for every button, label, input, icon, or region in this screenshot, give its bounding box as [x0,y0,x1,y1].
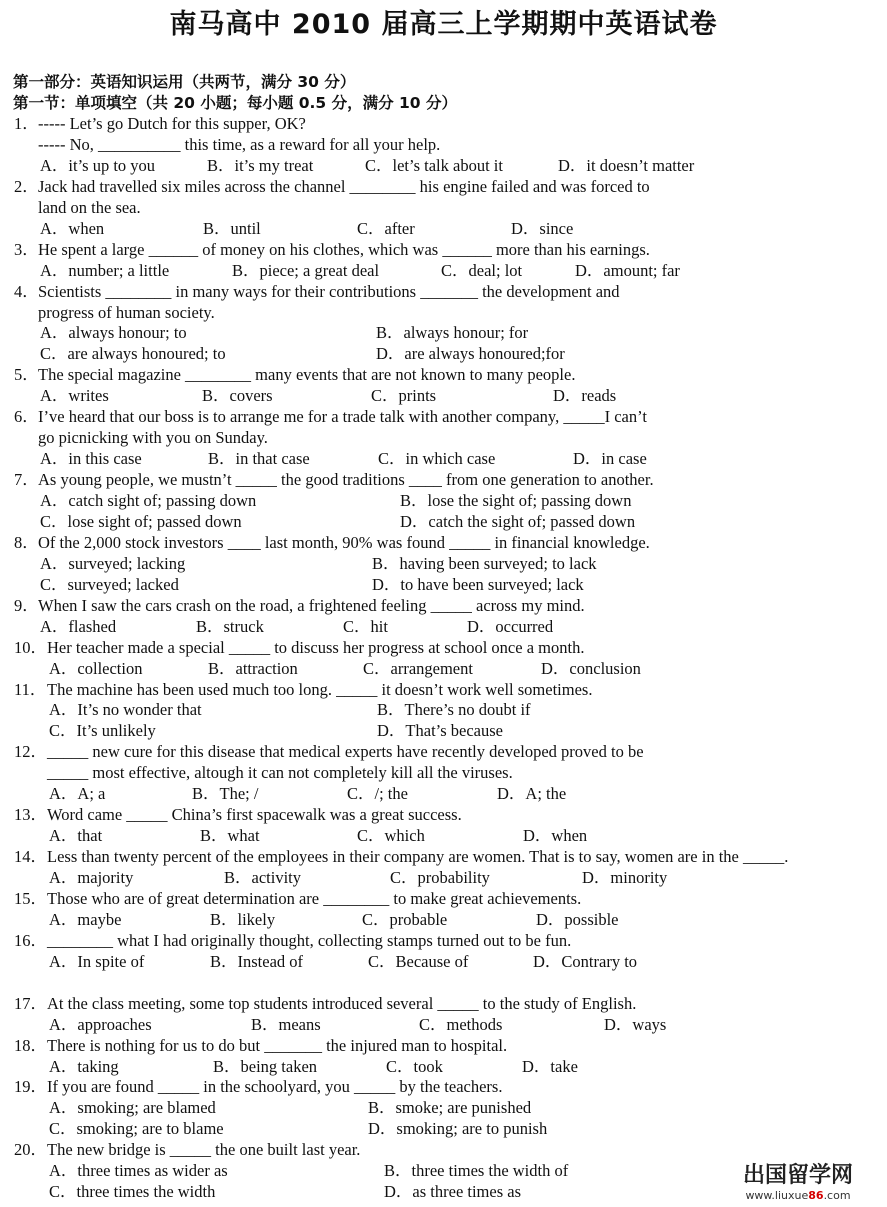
question-17 [0,994,887,1036]
options-row [0,219,887,240]
question-7 [0,470,887,533]
question-number: 5． [14,365,39,385]
question-stem [0,931,887,952]
question-number: 14． [14,847,47,867]
question-number: 11． [14,679,47,699]
option-d: D．catch the sight of; passed down [400,511,636,531]
options-row [0,1098,887,1119]
options-row [0,554,887,575]
question-stem [0,470,887,491]
question-text: I’ve heard that our boss is to arrange me for a trade talk with another company, _____I can’t [38,407,647,427]
option-c: C．It’s unlikely [49,721,156,741]
option-d: D．That’s because [377,721,503,741]
option-a: A．surveyed; lacking [40,553,186,573]
option-c: C．took [386,1056,443,1076]
question-number: 18． [14,1035,47,1055]
question-stem [0,994,887,1015]
options-row [0,952,887,973]
option-c: C．which [357,826,425,846]
question-number: 10． [14,637,47,657]
options-row [0,868,887,889]
options-row [0,491,887,512]
option-a: A．approaches [49,1014,152,1034]
question-text: _____ new cure for this disease that medical experts have recently developed proved to be [47,742,644,762]
options-row [0,323,887,344]
option-c: C．Because of [368,951,469,971]
option-b: B．activity [224,868,301,888]
question-text: At the class meeting, some top students introduced several _____ to the study of English. [47,993,637,1013]
option-c: C．prints [371,386,437,406]
question-text: If you are found _____ in the schoolyard, you _____ by the teachers. [47,1077,503,1097]
option-d: D．occurred [467,616,554,636]
question-text: The new bridge is _____ the one built last year. [47,1140,361,1160]
question-text: When I saw the cars crash on the road, a frightened feeling _____ across my mind. [38,595,585,615]
question-number: 3． [14,239,39,259]
question-number: 1． [14,114,39,133]
question-15 [0,889,887,931]
question-stem [0,680,887,701]
question-9 [0,596,887,638]
question-stem [0,742,887,763]
options-row [0,826,887,847]
option-b: B．in that case [208,449,310,469]
option-a: A．collection [49,658,143,678]
question-10 [0,638,887,680]
part-heading: 第一部分：英语知识运用（共两节，满分 30 分） [13,73,356,91]
options-row [0,261,887,282]
option-d: D．possible [536,909,619,929]
option-b: B．covers [202,386,273,406]
option-d: D．A; the [497,784,567,804]
option-b: B．until [203,218,261,238]
question-stem [0,177,887,198]
option-a: A．writes [40,386,109,406]
question-1 [0,114,887,177]
option-d: D．take [522,1056,578,1076]
question-text: The special magazine ________ many events that are not known to many people. [38,365,576,385]
options-row [0,910,887,931]
question-text: The machine has been used much too long. _____ it doesn’t work well sometimes. [47,679,593,699]
question-number: 7． [14,470,39,490]
question-11 [0,680,887,743]
question-text: Word came _____ China’s first spacewalk was a great success. [47,805,462,825]
options-row [0,617,887,638]
option-d: D．smoking; are to punish [368,1119,548,1139]
options-row [0,449,887,470]
option-c: C．/; the [347,784,408,804]
option-c: C．are always honoured; to [40,344,226,364]
section-heading: 第一节：单项填空（共 20 小题；每小题 0.5 分，满分 10 分） [13,94,457,112]
option-c: C．smoking; are to blame [49,1119,224,1139]
options-row [0,1015,887,1036]
question-number: 16． [14,930,47,950]
question-text-continued: _____ most effective, altough it can not completely kill all the viruses. [47,763,513,783]
option-a: A．majority [49,868,134,888]
option-b: B．Instead of [210,951,304,971]
option-d: D．ways [604,1014,667,1034]
question-stem [0,282,887,303]
option-d: D．to have been surveyed; lack [372,574,584,594]
question-text: Of the 2,000 stock investors ____ last month, 90% was found _____ in financial knowledge. [38,532,650,552]
option-b: B．piece; a great deal [232,260,380,280]
option-c: C．three times the width [49,1182,216,1202]
option-b: B．means [251,1014,321,1034]
option-b: B．having been surveyed; to lack [372,553,597,573]
question-stem [0,889,887,910]
option-b: B．attraction [208,658,298,678]
question-number: 8． [14,532,39,552]
question-number: 6． [14,407,39,427]
option-b: B．being taken [213,1056,318,1076]
option-c: C．probability [390,868,490,888]
option-a: A．catch sight of; passing down [40,491,257,511]
question-stem [0,638,887,659]
option-a: A．three times as wider as [49,1161,228,1181]
question-stem [0,805,887,826]
question-text: Her teacher made a special _____ to discuss her progress at school once a month. [47,637,585,657]
option-b: B．lose the sight of; passing down [400,491,632,511]
option-a: A．it’s up to you [40,155,156,175]
watermark-logo [723,1163,873,1203]
question-5 [0,365,887,407]
question-stem [0,1077,887,1098]
option-d: D．conclusion [541,658,641,678]
option-a: A．smoking; are blamed [49,1098,216,1118]
option-b: B．likely [210,909,276,929]
blank-line [0,973,887,994]
option-b: B．smoke; are punished [368,1098,532,1118]
question-stem [0,407,887,428]
question-text-continued: land on the sea. [38,197,141,217]
option-c: C．in which case [378,449,496,469]
question-18 [0,1036,887,1078]
option-a: A．It’s no wonder that [49,700,202,720]
question-stem [0,365,887,386]
question-number: 15． [14,888,47,908]
option-a: A．number; a little [40,260,170,280]
question-stem [0,114,887,135]
options-row [0,575,887,596]
question-3 [0,240,887,282]
option-b: B．always honour; for [376,323,529,343]
question-text: ----- Let’s go Dutch for this supper, OK? [38,114,306,133]
option-d: D．when [523,826,588,846]
option-b: B．three times the width of [384,1161,569,1181]
option-d: D．it doesn’t matter [558,155,695,175]
option-a: A．In spite of [49,951,145,971]
options-row [0,1057,887,1078]
exam-title: 南马高中 2010 届高三上学期期中英语试卷 [169,9,718,40]
option-d: D．reads [553,386,617,406]
options-row [0,512,887,533]
option-b: B．The; / [192,784,259,804]
question-stem [0,533,887,554]
option-c: C．surveyed; lacked [40,574,179,594]
question-text: As young people, we mustn’t _____ the good traditions ____ from one generation to another. [38,470,654,490]
question-text-continued: progress of human society. [38,302,215,322]
options-row [0,721,887,742]
options-row [0,700,887,721]
watermark-url: www.liuxue86.com [745,1189,851,1202]
option-c: C．hit [343,616,388,636]
options-row [0,344,887,365]
question-19 [0,1077,887,1140]
question-12 [0,742,887,805]
question-number: 2． [14,176,39,196]
option-c: C．lose sight of; passed down [40,511,242,531]
question-text: Scientists ________ in many ways for their contributions _______ the development and [38,281,620,301]
watermark-name: 出国留学网 [742,1163,853,1188]
option-a: A．A; a [49,784,106,804]
question-text: Jack had travelled six miles across the channel ________ his engine failed and was forced to [38,176,650,196]
option-c: C．arrangement [363,658,473,678]
option-a: A．always honour; to [40,323,187,343]
option-b: B．what [200,826,260,846]
options-row [0,784,887,805]
question-6 [0,407,887,470]
option-a: A．that [49,826,103,846]
option-d: D．amount; far [575,260,680,280]
option-d: D．are always honoured;for [376,344,565,364]
option-a: A．flashed [40,616,117,636]
option-a: A．when [40,218,105,238]
option-c: C．let’s talk about it [365,155,503,175]
question-stem [0,1140,887,1161]
option-c: C．probable [362,909,448,929]
options-row [0,1119,887,1140]
question-stem [0,847,887,868]
question-text-continued: go picnicking with you on Sunday. [38,428,268,448]
options-row [0,386,887,407]
option-a: A．taking [49,1056,119,1076]
question-stem [0,240,887,261]
option-a: A．in this case [40,449,142,469]
option-c: C．after [357,218,415,238]
option-d: D．since [511,218,574,238]
question-text: He spent a large ______ of money on his clothes, which was ______ more than his earnings. [38,239,650,259]
question-number: 20． [14,1140,47,1160]
question-4 [0,282,887,366]
options-row [0,156,887,177]
question-text: Less than twenty percent of the employees in their company are women. That is to say, women are in the _____. [47,847,789,867]
question-text: Those who are of great determination are ________ to make great achievements. [47,888,582,908]
option-c: C．deal; lot [441,260,523,280]
option-d: D．minority [582,868,668,888]
option-a: A．maybe [49,909,122,929]
question-stem [0,596,887,617]
question-16 [0,931,887,973]
option-d: D．in case [573,449,647,469]
question-14 [0,847,887,889]
question-number: 12． [14,742,47,762]
option-d: D．as three times as [384,1182,522,1202]
option-c: C．methods [419,1014,503,1034]
option-b: B．it’s my treat [207,155,314,175]
question-8 [0,533,887,596]
question-number: 13． [14,805,47,825]
options-row [0,659,887,680]
question-text: There is nothing for us to do but _______ the injured man to hospital. [47,1035,508,1055]
question-stem [0,1036,887,1057]
option-d: D．Contrary to [533,951,638,971]
question-number: 19． [14,1077,47,1097]
question-number: 9． [14,595,39,615]
question-number: 17． [14,993,47,1013]
option-b: B．struck [196,616,264,636]
question-text-continued: ----- No, __________ this time, as a reward for all your help. [38,134,441,154]
question-13 [0,805,887,847]
question-text: ________ what I had originally thought, collecting stamps turned out to be fun. [47,930,572,950]
question-2 [0,177,887,240]
option-b: B．There’s no doubt if [377,700,531,720]
question-number: 4． [14,281,39,301]
question-list [0,114,887,1203]
